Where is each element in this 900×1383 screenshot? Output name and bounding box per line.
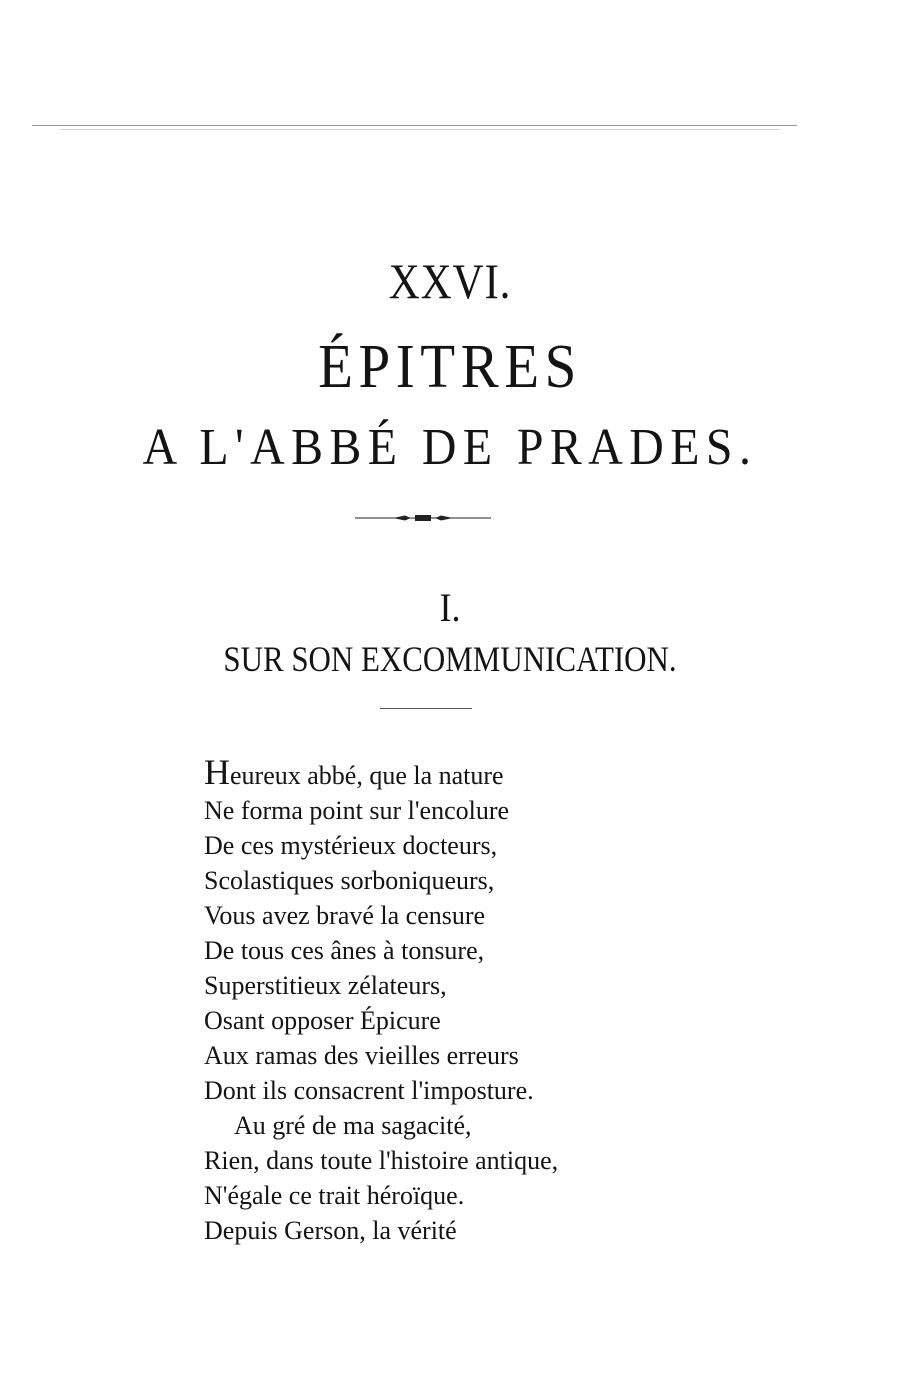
poem-line: Vous avez bravé la censure [204,901,486,930]
section-rule [380,708,472,709]
poem-line: Ne forma point sur l'encolure [204,796,510,825]
drop-cap: H [204,752,230,792]
poem-line [204,752,664,793]
poem-text [204,752,664,1248]
poem-line-text: eureux abbé, que la nature [230,761,504,790]
poem-line: Osant opposer Épicure [204,1006,441,1035]
poem-line: Aux ramas des vieilles erreurs [204,1041,519,1070]
poem-line: Scolastiques sorboniqueurs, [204,866,495,895]
poem-line: De tous ces ânes à tonsure, [204,936,485,965]
poem-line: Depuis Gerson, la vérité [204,1216,457,1245]
chapter-number: XXVI. [388,253,512,309]
header-rule [32,125,797,126]
poem-line: Rien, dans toute l'histoire antique, [204,1146,559,1175]
poem-line: Au gré de ma sagacité, [234,1111,472,1140]
page-title: ÉPITRES [318,333,582,401]
section-title: SUR SON EXCOMMUNICATION. [223,639,677,679]
poem-line: De ces mystérieux docteurs, [204,831,498,860]
poem-line: N'égale ce trait héroïque. [204,1181,465,1210]
poem-line: Dont ils consacrent l'imposture. [204,1076,534,1105]
poem-line: Superstitieux zélateurs, [204,971,447,1000]
ornament-divider [355,512,491,524]
header-rule-secondary [60,129,780,130]
page-subtitle: A L'ABBÉ DE PRADES. [142,419,758,476]
section-number: I. [439,585,461,630]
